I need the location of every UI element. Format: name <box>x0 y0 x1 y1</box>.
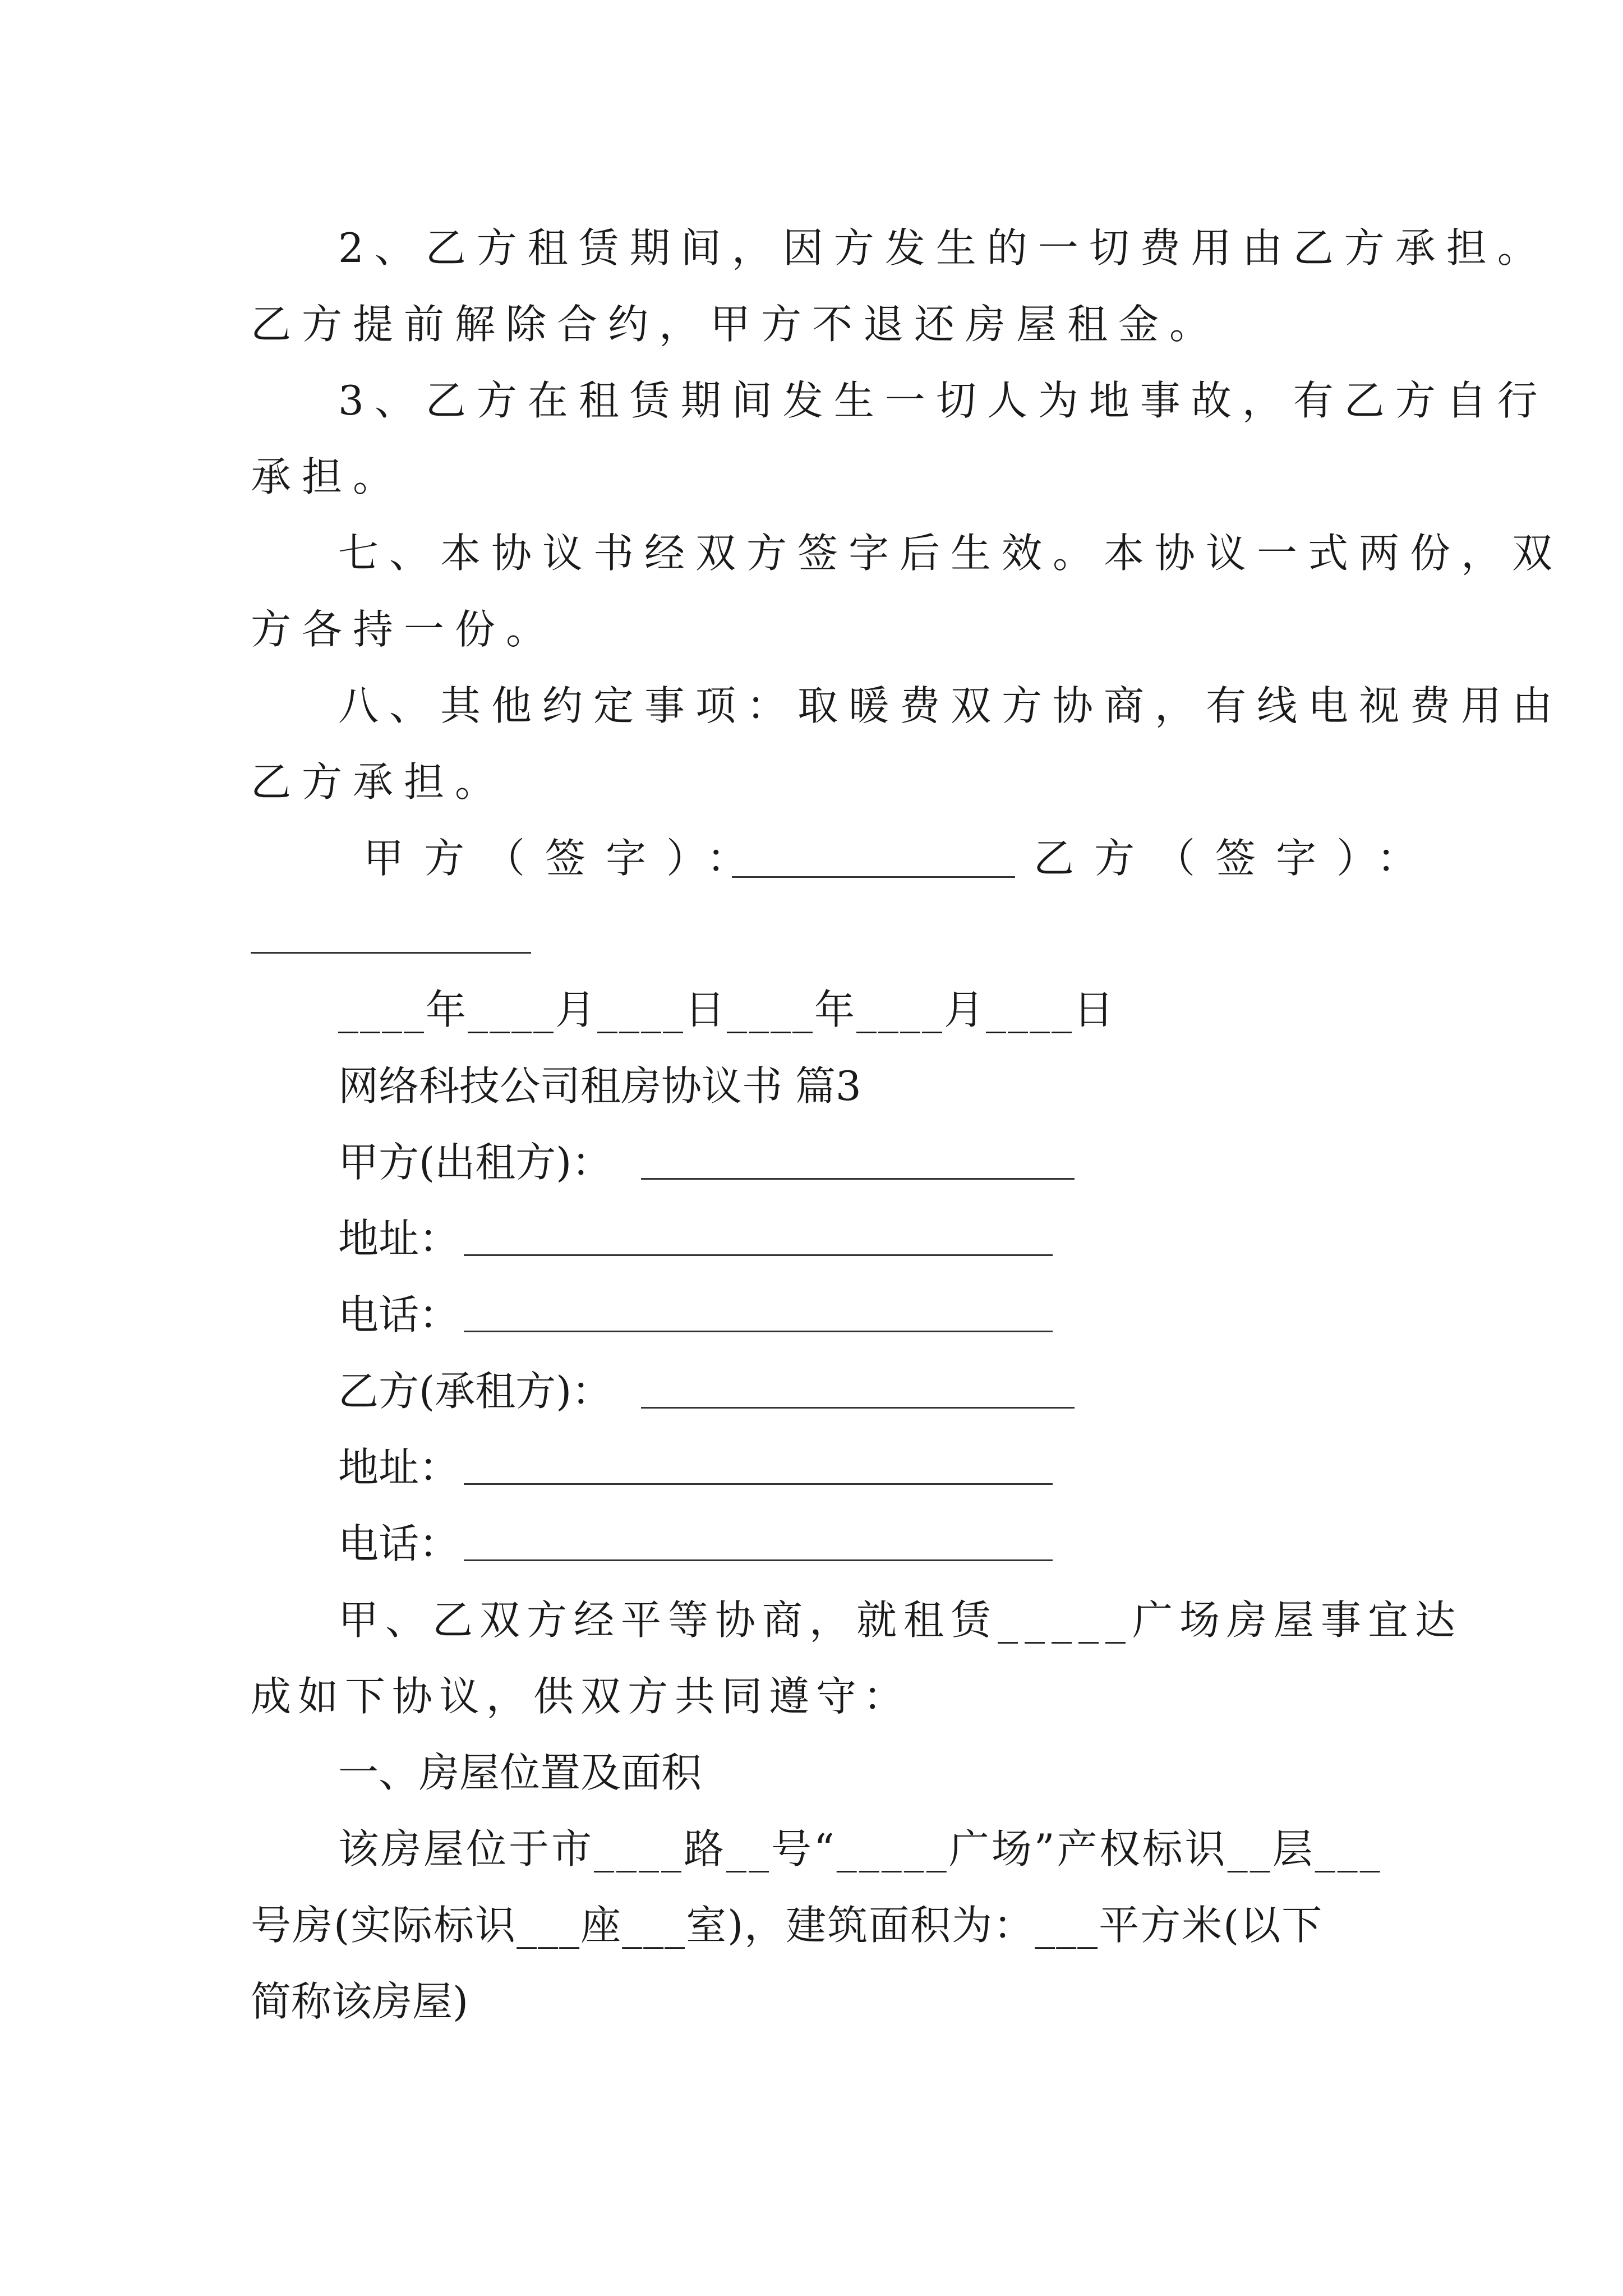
section-line: 号房(实际标识___座___室)，建筑面积为：___平方米(以下 <box>251 1902 1324 1949</box>
section-title: 一、房屋位置及面积 <box>338 1749 702 1796</box>
lessee-label: 乙方(承租方)： <box>338 1368 612 1415</box>
paragraph-line: 七、本协议书经双方签字后生效。本协议一式两份，双 <box>338 530 1564 577</box>
party-a-signature-blank <box>732 876 1015 878</box>
intro-line: 甲、乙双方经平等协商，就租赁_____广场房屋事宜达 <box>338 1596 1463 1644</box>
lessor-phone-label: 电话： <box>338 1291 460 1338</box>
lessor-address-label: 地址： <box>338 1215 460 1262</box>
lessor-phone-blank <box>464 1331 1053 1332</box>
lessee-phone-blank <box>464 1559 1053 1561</box>
party-b-signature-label: 乙方（签字）： <box>1034 835 1438 882</box>
section-heading: 网络科技公司租房协议书 篇3 <box>338 1062 861 1110</box>
date-line: ____年____月____日____年____月____日 <box>338 986 1116 1033</box>
section-line: 该房屋位于市____路__号“_____广场”产权标识__层___ <box>338 1825 1382 1872</box>
lessee-address-label: 地址： <box>338 1444 460 1491</box>
lessor-address-blank <box>464 1254 1053 1256</box>
paragraph-line: 3、乙方在租赁期间发生一切人为地事故，有乙方自行 <box>338 377 1548 424</box>
lessee-phone-label: 电话： <box>338 1520 460 1567</box>
paragraph-line: 承担。 <box>251 453 404 500</box>
lessee-address-blank <box>464 1483 1053 1485</box>
paragraph-line: 八、其他约定事项：取暖费双方协商，有线电视费用由 <box>338 682 1564 729</box>
lessee-blank <box>641 1407 1075 1409</box>
paragraph-line: 乙方提前解除合约，甲方不退还房屋租金。 <box>251 301 1221 348</box>
party-a-signature-label: 甲方（签字）： <box>363 835 768 882</box>
section-line: 简称该房屋) <box>251 1978 469 2025</box>
paragraph-line: 方各持一份。 <box>251 606 557 653</box>
paragraph-line: 2、乙方租赁期间，因方发生的一切费用由乙方承担。 <box>338 224 1548 272</box>
lessor-label: 甲方(出租方)： <box>338 1139 612 1186</box>
party-b-signature-blank <box>251 952 531 954</box>
lessor-blank <box>641 1178 1075 1180</box>
paragraph-line: 乙方承担。 <box>251 758 506 806</box>
intro-line: 成如下协议，供双方共同遵守： <box>251 1673 911 1720</box>
